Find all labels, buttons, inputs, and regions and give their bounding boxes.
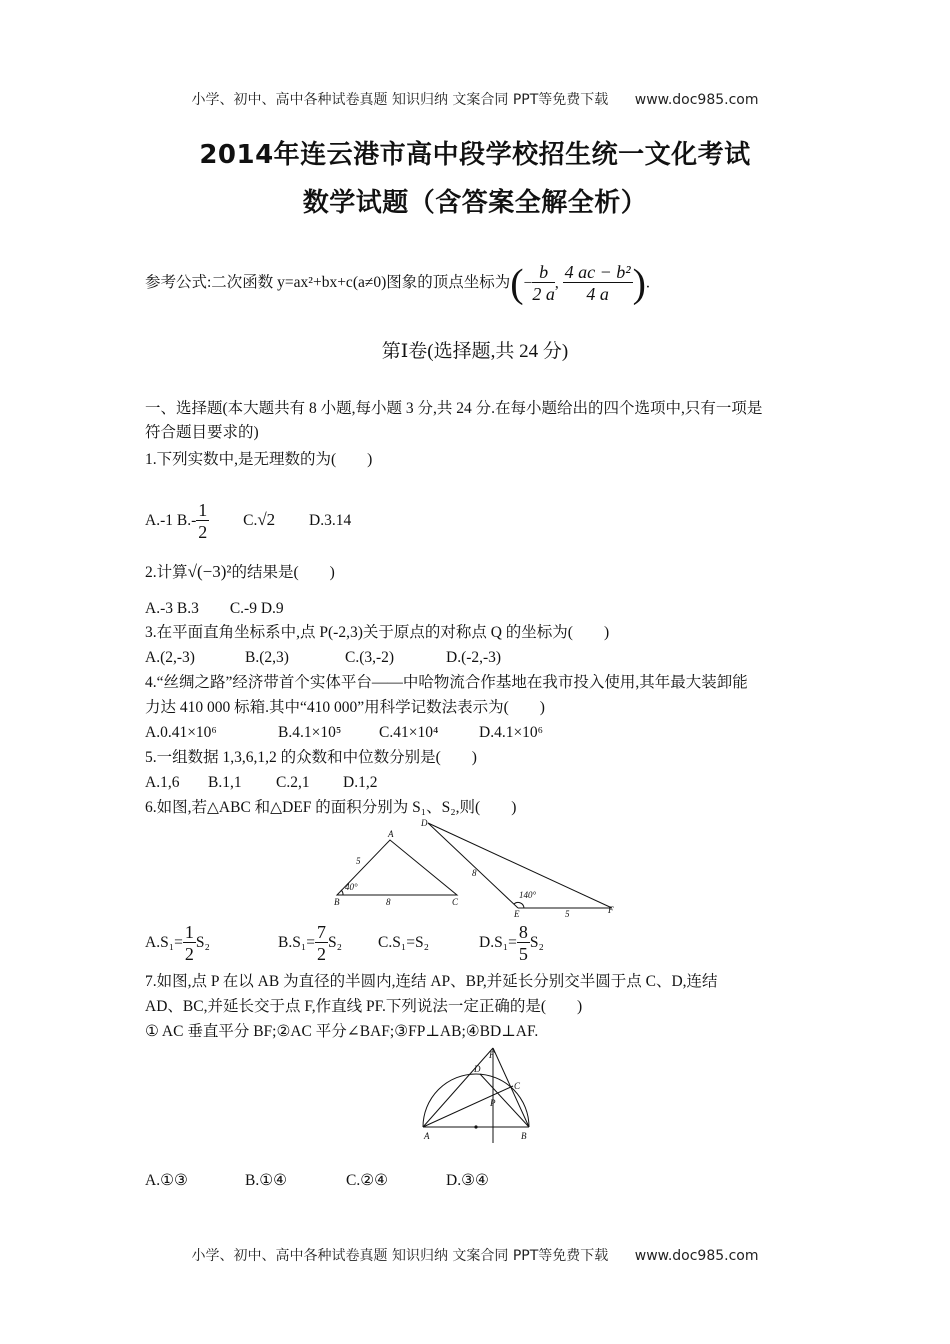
label-c: C xyxy=(452,897,459,907)
q6-option-a[interactable] xyxy=(145,920,278,966)
q5-option-d[interactable]: D.1,2 xyxy=(343,774,378,791)
q5-option-b[interactable]: B.1,1 xyxy=(208,774,242,791)
label-f: F xyxy=(608,905,614,915)
q4-option-b[interactable]: B.4.1×10⁵ xyxy=(278,724,342,741)
page-subtitle: 数学试题（含答案全解全析） xyxy=(302,188,648,218)
q1-option-d[interactable]: D.3.14 xyxy=(309,512,352,529)
q5-option-c[interactable]: C.2,1 xyxy=(276,774,310,791)
q7-option-c[interactable]: C.②④ xyxy=(346,1172,389,1189)
q4-option-c[interactable]: C.41×10⁴ xyxy=(379,724,439,741)
q1-b-frac xyxy=(196,500,209,543)
q3-option-c[interactable]: C.(3,-2) xyxy=(345,649,395,666)
label-side-bc: 8 xyxy=(386,897,391,907)
label-side-ef: 5 xyxy=(565,909,570,919)
q7-options xyxy=(145,1169,810,1193)
q7-option-a[interactable]: A.①③ xyxy=(145,1172,188,1189)
q6-d-num: 8 xyxy=(518,921,528,942)
footer-site-link[interactable]: www.doc985.com xyxy=(634,1248,759,1264)
q5-stem: 5.一组数据 1,3,6,1,2 的众数和中位数分别是( ) xyxy=(145,749,477,766)
q6-a-suffix: S₂ xyxy=(195,934,210,951)
q1-b-den: 2 xyxy=(198,521,208,542)
q6-a-num: 1 xyxy=(184,921,194,942)
q3-option-b[interactable]: B.(2,3) xyxy=(245,649,289,666)
instructions-line2: 符合题目要求的) xyxy=(145,424,259,441)
label-d: D xyxy=(474,1064,481,1074)
instructions-line1: 一、选择题(本大题共有 8 小题,每小题 3 分,共 24 分.在每小题给出的四个选项中,只有一项是 xyxy=(145,400,763,417)
label-b: B xyxy=(334,897,340,907)
label-b: B xyxy=(521,1131,527,1141)
frac2-num: 4 ac − b² xyxy=(564,261,631,282)
q6-options xyxy=(145,920,810,966)
q6-a-frac xyxy=(183,922,196,965)
q2-suffix: 的结果是( ) xyxy=(231,564,335,581)
label-f: F xyxy=(489,1050,495,1060)
q1-c-prefix: C. xyxy=(243,512,258,529)
frac2-den: 4 a xyxy=(586,283,609,304)
q6-a-prefix: A.S₁= xyxy=(145,934,183,951)
frac1-num: b xyxy=(532,262,555,283)
formula-comma: , xyxy=(554,274,559,292)
line-af xyxy=(423,1048,493,1127)
segment-de xyxy=(428,823,518,908)
q6-d-suffix: S₂ xyxy=(529,934,544,951)
label-p: P xyxy=(490,1098,496,1108)
label-a: A xyxy=(388,829,394,839)
q4-line1: 4.“丝绸之路”经济带首个实体平台——中哈物流合作基地在我市投入使用,其年最大装卸能 xyxy=(145,674,748,691)
line-ac xyxy=(423,1086,513,1127)
segment-df xyxy=(428,823,612,908)
q7-line1: 7.如图,点 P 在以 AB 为直径的半圆内,连结 AP、BP,并延长分别交半圆于点 C、D,连结 xyxy=(145,973,718,990)
q3-options xyxy=(145,646,810,670)
q1-option-a[interactable]: A.-1 xyxy=(145,512,173,529)
formula-frac2 xyxy=(563,262,633,305)
q6-d-den: 5 xyxy=(518,943,528,964)
q6-b-prefix: B.S₁= xyxy=(278,934,315,951)
q6-d-prefix: D.S₁= xyxy=(479,934,517,951)
formula-minus: − xyxy=(523,274,533,292)
q7-line2: AD、BC,并延长交于点 F,作直线 PF.下列说法一定正确的是( ) xyxy=(145,998,583,1015)
formula-suffix: . xyxy=(645,274,650,292)
q6-b-suffix: S₂ xyxy=(327,934,343,951)
formula-frac1 xyxy=(532,262,555,305)
angle-e-arc xyxy=(514,902,524,908)
q3-option-a[interactable]: A.(2,-3) xyxy=(145,649,195,666)
q6-option-d[interactable] xyxy=(479,920,544,966)
label-angle-e: 140° xyxy=(519,890,537,900)
q6-option-c[interactable]: C.S₁=S₂ xyxy=(378,934,430,951)
label-angle-b: 40° xyxy=(345,882,358,892)
q1-options xyxy=(145,498,810,543)
label-d: D xyxy=(421,818,428,828)
q2-radical: √(−3)² xyxy=(187,562,232,581)
q6-b-den: 2 xyxy=(316,943,326,964)
q1-b-num: 1 xyxy=(198,499,208,520)
frac1-den: 2 a xyxy=(532,283,555,304)
reference-formula: 参考公式:二次函数 y=ax²+bx+c(a≠0)图象的顶点坐标为(− $\frac{b}{2 a}$ , $\frac{\text{4 ac − b²}}{4 a}$ ). xyxy=(145,260,650,306)
q2-options[interactable]: A.-3 B.3 C.-9 D.9 xyxy=(145,600,284,617)
q6-stem: 6.如图,若△ABC 和△DEF 的面积分别为 S₁、S₂,则( ) xyxy=(145,799,517,816)
center-point xyxy=(474,1125,477,1128)
q1-option-b[interactable] xyxy=(177,499,209,543)
page-header xyxy=(0,89,950,109)
q7-line3: ① AC 垂直平分 BF;②AC 平分∠BAF;③FP⊥AB;④BD⊥AF. xyxy=(145,1023,539,1040)
q1-stem: 1.下列实数中,是无理数的为( ) xyxy=(145,451,373,468)
footer-text: 小学、初中、高中各种试卷真题 知识归纳 文案合同 PPT等免费下载 xyxy=(191,1248,609,1264)
label-side-de: 8 xyxy=(472,868,477,878)
q5-option-a[interactable]: A.1,6 xyxy=(145,774,180,791)
label-side-ab: 5 xyxy=(356,856,361,866)
triangle-abc xyxy=(337,840,457,895)
page-footer xyxy=(0,1245,950,1265)
q3-option-d[interactable]: D.(-2,-3) xyxy=(446,649,502,666)
line-bd xyxy=(480,1074,529,1127)
q5-options xyxy=(145,771,810,795)
q2-stem xyxy=(145,560,810,585)
q6-a-den: 2 xyxy=(184,943,194,964)
q4-option-a[interactable]: A.0.41×10⁶ xyxy=(145,724,217,741)
q7-option-b[interactable]: B.①④ xyxy=(245,1172,288,1189)
q6-option-b[interactable] xyxy=(278,920,378,966)
q6-b-num: 7 xyxy=(316,921,326,942)
q4-line2: 力达 410 000 标箱.其中“410 000”用科学记数法表示为( ) xyxy=(145,699,545,716)
q3-stem: 3.在平面直角坐标系中,点 P(-2,3)关于原点的对称点 Q 的坐标为( ) xyxy=(145,624,610,641)
q1-option-c[interactable] xyxy=(243,498,275,543)
section-title: 第Ⅰ卷(选择题,共 24 分) xyxy=(381,341,569,362)
semicircle-arc xyxy=(423,1074,529,1127)
header-text: 小学、初中、高中各种试卷真题 知识归纳 文案合同 PPT等免费下载 xyxy=(191,92,609,108)
angle-b-arc xyxy=(341,890,343,895)
q4-option-d[interactable]: D.4.1×10⁶ xyxy=(479,724,544,741)
page-title: 2014年连云港市高中段学校招生统一文化考试 xyxy=(199,140,751,170)
q1-b-prefix: B.- xyxy=(176,512,197,529)
header-site-link[interactable]: www.doc985.com xyxy=(634,92,759,108)
line-bf xyxy=(493,1048,529,1127)
label-e: E xyxy=(514,909,520,919)
q6-d-frac xyxy=(517,922,530,965)
label-a: A xyxy=(424,1131,430,1141)
q1-c-radical: √2 xyxy=(257,510,276,529)
formula-prefix: 参考公式:二次函数 y=ax²+bx+c(a≠0)图象的顶点坐标为 xyxy=(145,274,511,291)
q4-options xyxy=(145,721,810,745)
q2-prefix: 2.计算 xyxy=(145,564,188,581)
label-c: C xyxy=(514,1081,521,1091)
q7-option-d[interactable]: D.③④ xyxy=(446,1172,489,1189)
q6-b-frac xyxy=(315,922,328,965)
